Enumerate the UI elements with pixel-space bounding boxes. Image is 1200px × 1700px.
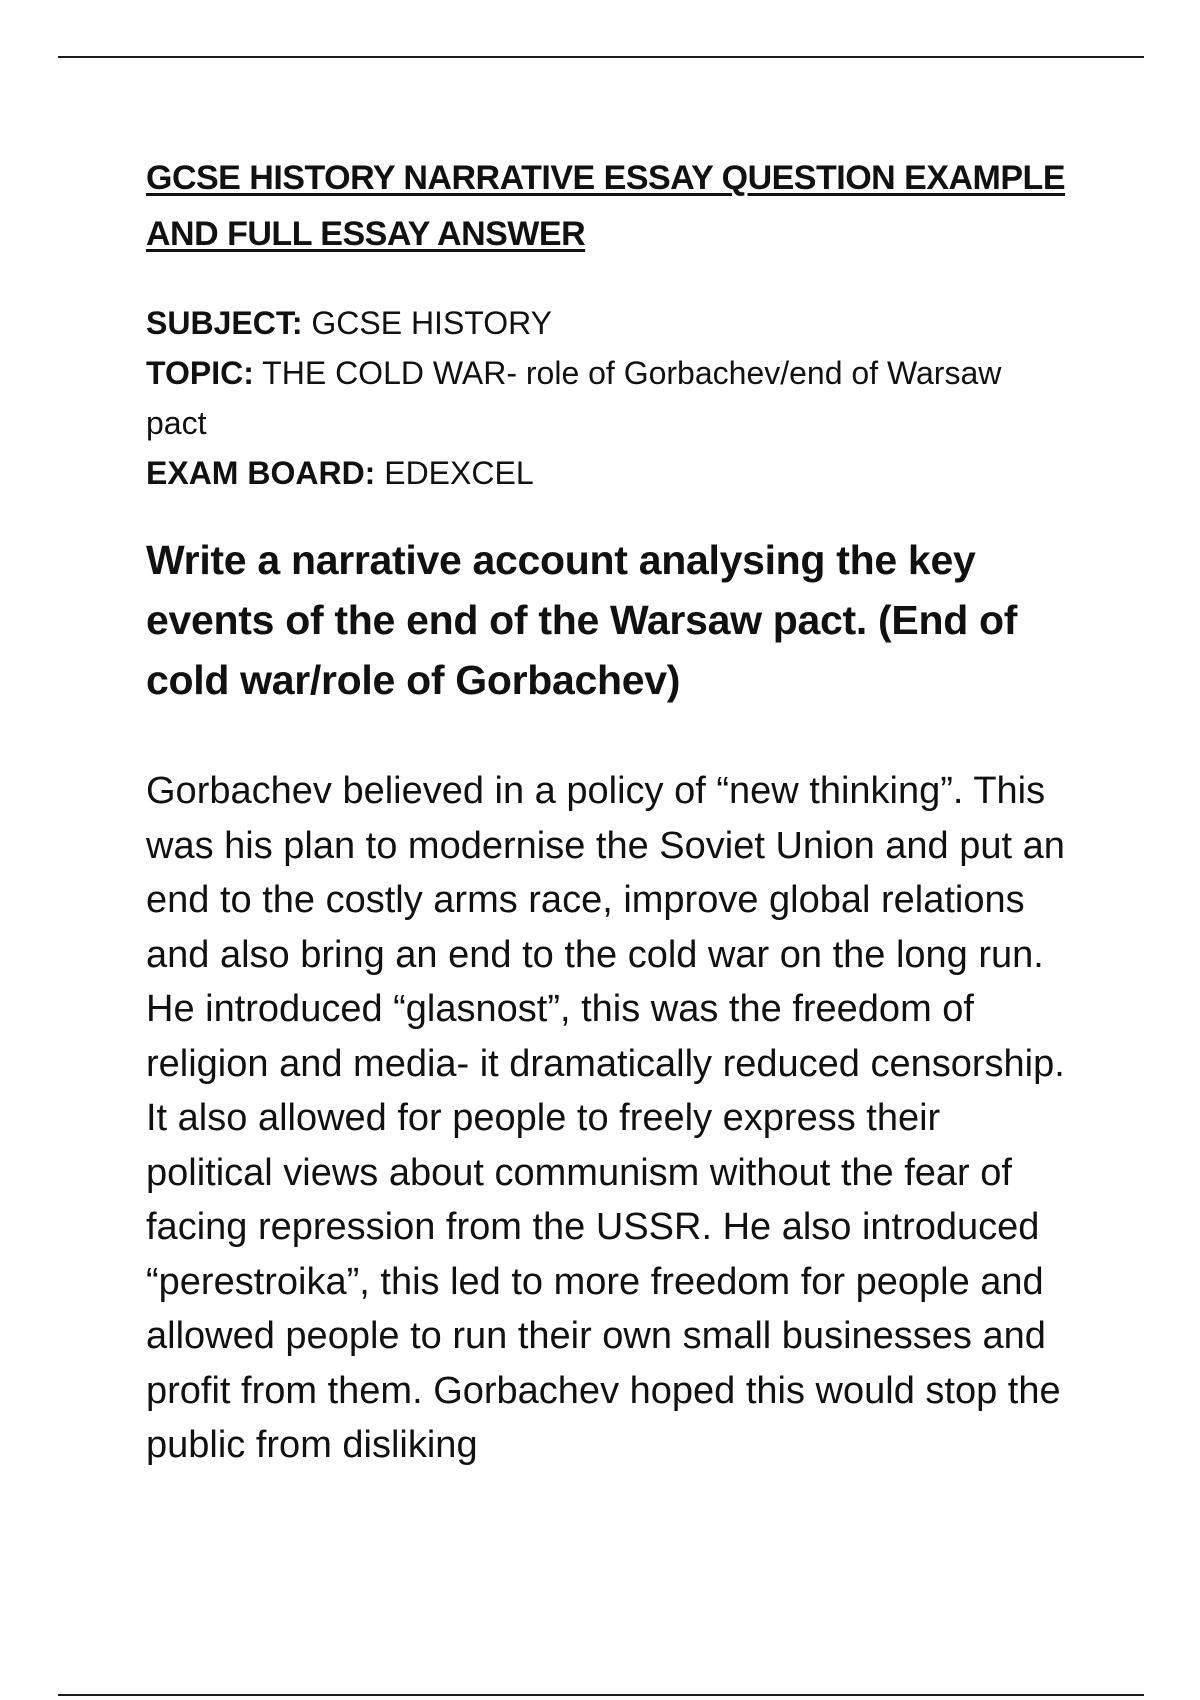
subject-value: GCSE HISTORY	[302, 305, 553, 341]
topic-row	[146, 348, 1066, 448]
subject-row	[146, 298, 1066, 348]
exam-board-row	[146, 448, 1066, 498]
bottom-rule	[58, 1694, 1144, 1696]
exam-board-value: EDEXCEL	[375, 455, 534, 491]
exam-board-label: EXAM BOARD:	[146, 455, 376, 491]
subject-label: SUBJECT:	[146, 305, 303, 341]
topic-label: TOPIC:	[146, 355, 254, 391]
top-rule	[58, 56, 1144, 58]
essay-question: Write a narrative account analysing the key events of the end of the Warsaw pact. (End of cold war/role of Gorbachev)	[146, 537, 1018, 703]
document-meta	[146, 298, 1066, 498]
topic-value: THE COLD WAR- role of Gorbachev/end of Warsaw pact	[146, 355, 1002, 441]
essay-paragraph: Gorbachev believed in a policy of “new thinking”. This was his plan to modernise the Soviet Union and put an end to the costly arms race, improve global relations and also bring an end to the cold war on the long run. He introduced “glasnost”, this was the freedom of religion and media- it dramatically reduced censorship. It also allowed for people to freely express their political views about communism without the fear of facing repression from the USSR. He also introduced “perestroika”, this led to more freedom for people and allowed people to run their own small businesses and profit from them. Gorbachev hoped this would stop the public from disliking	[146, 770, 1065, 1466]
page-content	[146, 150, 1066, 1473]
document-title: GCSE HISTORY NARRATIVE ESSAY QUESTION EXAMPLE AND FULL ESSAY ANSWER	[146, 159, 1065, 253]
